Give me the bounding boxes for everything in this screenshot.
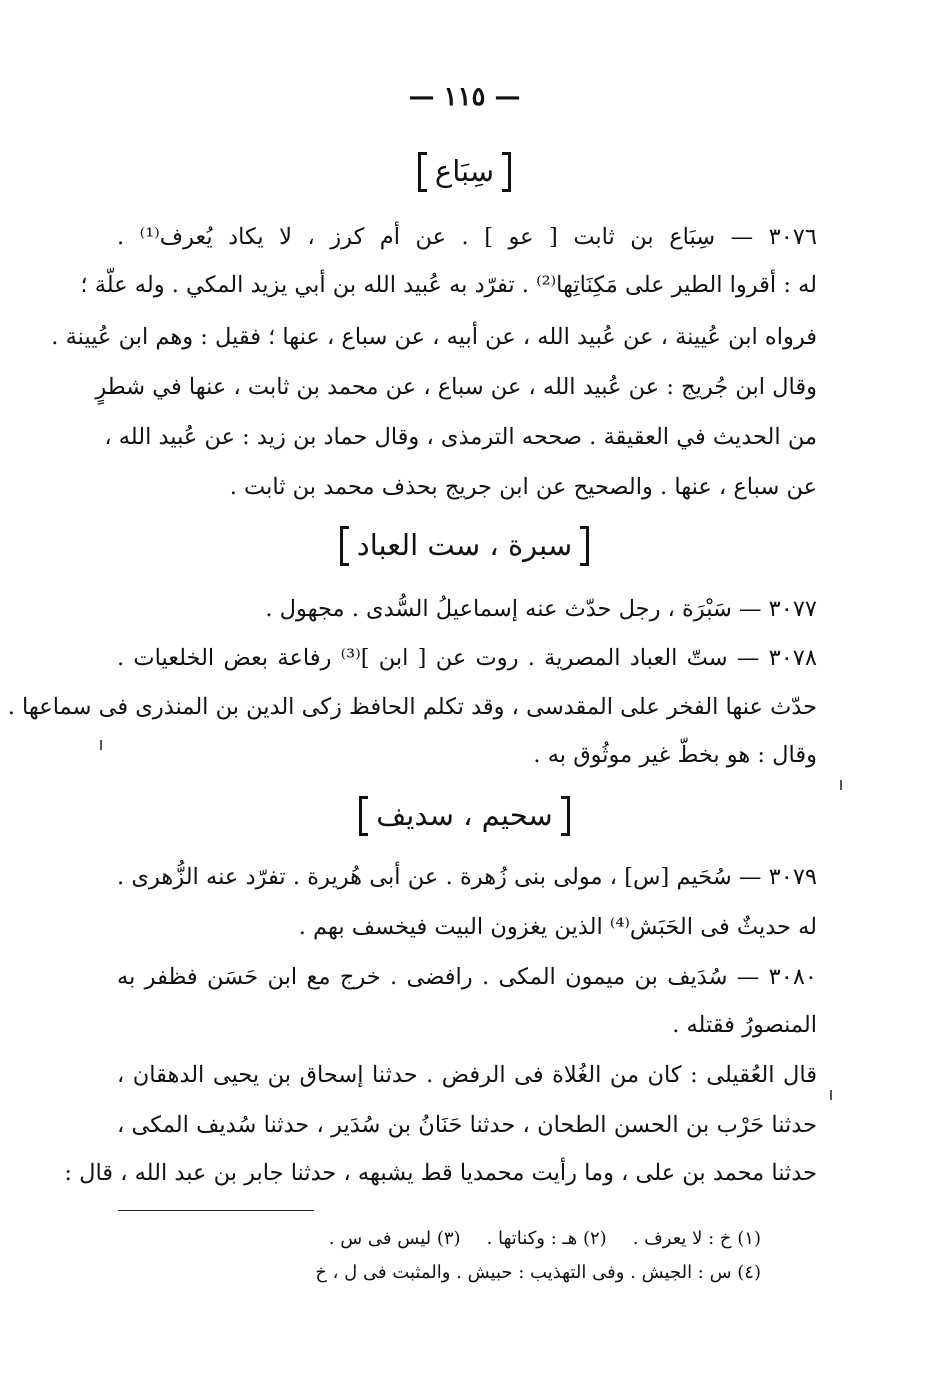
text-line-8: ٣٠٧٨ — ستّ العباد المصرية . روت عن [ ابن ]⁽³⁾ رفاعة بعض الخلعيات . — [117, 645, 817, 671]
text-line-13: ٣٠٨٠ — سُدَيف بن ميمون المكى . رافضى . خرج مع ابن حَسَن فظفر به — [117, 964, 817, 990]
text-line-14: المنصورُ فقتله . — [672, 1012, 817, 1038]
text-line-6: عن سباع ، عنها . والصحيح عن ابن جريج بحذف محمد بن ثابت . — [229, 474, 817, 500]
footnote-separator — [118, 1210, 314, 1211]
heading-text: سحيم ، سديف — [359, 796, 569, 836]
footnote-1: (١) خ : لا يعرف . — [632, 1228, 761, 1249]
text-line-3: فرواه ابن عُيينة ، عن عُبيد الله ، عن أبيه ، عن سباع ، عنها ؛ فقيل : وهم ابن عُيينة . — [51, 324, 817, 350]
margin-mark — [830, 1090, 832, 1100]
text-line-11: ٣٠٧٩ — سُحَيم [س] ، مولى بنى زُهرة . عن أبى هُريرة . تفرّد عنه الزُّهرى . — [117, 864, 817, 890]
page-number: — ١١٥ — — [408, 82, 521, 112]
section-heading-suhaym — [0, 796, 929, 836]
text-line-5: من الحديث في العقيقة . صححه الترمذى ، وقال حماد بن زيد : عن عُبيد الله ، — [104, 424, 817, 450]
margin-mark — [840, 780, 842, 790]
footnote-3: (٣) ليس فى س . — [328, 1228, 461, 1249]
heading-text: سِبَاع — [418, 152, 511, 192]
text-line-4: وقال ابن جُريج : عن عُبيد الله ، عن سباع ، عن محمد بن ثابت ، عنها في شطرٍ — [95, 374, 817, 400]
text-line-9: حدّث عنها الفخر على المقدسى ، وقد تكلم الحافظ زكى الدين بن المنذرى فى سماعها . — [7, 694, 817, 720]
section-heading-siba — [0, 152, 929, 192]
text-line-2: له : أقروا الطير على مَكِنَاتِها⁽²⁾ . تفرّد به عُبيد الله بن أبي يزيد المكي . وله علّة ؛ — [80, 272, 817, 298]
heading-text: سبرة ، ست العباد — [340, 526, 589, 566]
text-line-17: حدثنا محمد بن على ، وما رأيت محمديا قط يشبهه ، حدثنا جابر بن عبد الله ، قال : — [64, 1160, 817, 1186]
text-line-1: ٣٠٧٦ — سِبَاع بن ثابت [ عو ] . عن أم كرز ، لا يكاد يُعرف⁽¹⁾ . — [117, 224, 817, 250]
footnote-row-2 — [315, 1264, 761, 1282]
text-line-7: ٣٠٧٧ — سَبْرَة ، رجل حدّث عنه إسماعيلُ السُّدى . مجهول . — [265, 596, 817, 622]
text-line-16: حدثنا حَرْب بن الحسن الطحان ، حدثنا حَنَانُ بن سُدَير ، حدثنا سُديف المكى ، — [117, 1112, 817, 1138]
footnote-row-1 — [329, 1230, 761, 1248]
text-line-12: له حديثٌ فى الحَبَش⁽⁴⁾ الذين يغزون البيت فيخسف بهم . — [298, 914, 817, 940]
section-heading-sabra — [0, 526, 929, 566]
text-line-10: وقال : هو بخطّ غير موثُوق به . — [533, 742, 817, 768]
margin-mark — [100, 740, 102, 750]
footnote-2: (٢) هـ : وكناتها . — [486, 1228, 607, 1249]
footnote-4: (٤) س : الجيش . وفى التهذيب : حبيش . والمثبت فى ل ، خ — [315, 1262, 761, 1283]
text-line-15: قال العُقيلى : كان من الغُلاة فى الرفض . حدثنا إسحاق بن يحيى الدهقان ، — [117, 1062, 817, 1088]
